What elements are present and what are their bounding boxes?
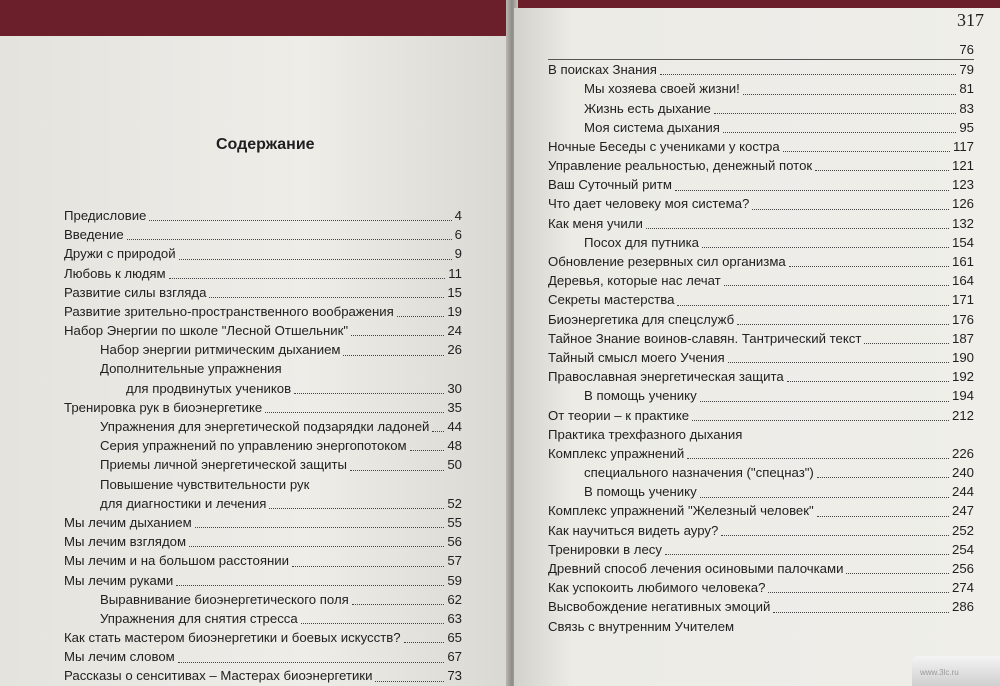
toc-entry [548,252,974,271]
watermark-sticker [912,656,1000,686]
toc-entry-title: Мы хозяева своей жизни! [584,81,740,97]
toc-entry-title: Тренировка рук в биоэнергетике [64,399,263,415]
toc-entry-page: 256 [951,561,974,577]
toc-entry-title: Мы лечим и на большом расстоянии [64,553,290,569]
toc-entry [548,559,974,578]
toc-entry-page: 286 [951,599,974,615]
toc-entry [64,340,462,359]
toc-entry-title: Набор Энергии по школе "Лесной Отшельник" [64,323,349,339]
toc-entry-title: Упражнения для снятия стресса [100,610,298,626]
toc-dot-leader [724,285,949,286]
toc-entry [548,578,974,597]
toc-entry [64,302,462,321]
toc-dot-leader [700,497,949,498]
toc-entry [64,244,462,263]
toc-entry [548,214,974,233]
toc-entry-page: 56 [447,534,462,550]
toc-entry-page: 76 [959,41,974,57]
toc-dot-leader [700,401,949,402]
toc-dot-leader [178,662,445,663]
toc-entry [548,40,974,59]
toc-entry [548,271,974,290]
toc-entry [64,571,462,590]
toc-entry-page: 192 [951,369,974,385]
left-page [0,36,510,686]
toc-entry-title: Мы лечим словом [64,649,175,665]
toc-entry-title: Обновление резервных сил организма [548,254,786,270]
toc-entry-page: 6 [454,227,462,243]
toc-dot-leader [269,508,444,509]
toc-entry-title: Секреты мастерства [548,292,675,308]
toc-entry [548,99,974,118]
toc-entry-title: Управление реальностью, денежный поток [548,158,813,174]
toc-dot-leader [675,190,949,191]
toc-dot-leader [728,362,949,363]
watermark-text: www.3lc.ru [920,668,959,677]
toc-entry-page: 176 [951,311,974,327]
toc-entry-title: Древний способ лечения осиновыми палочками [548,561,844,577]
toc-entry [64,628,462,647]
toc-entry-title: Рассказы о сенситивах – Мастерах биоэнергетики [64,668,373,684]
toc-entry-page: 161 [951,254,974,270]
toc-entry-title: Мы лечим дыханием [64,514,192,530]
toc-entry-page: 67 [447,649,462,665]
toc-entry-page: 83 [959,100,974,116]
toc-entry-title: Православная энергетическая защита [548,369,784,385]
toc-entry [64,455,462,474]
toc-dot-leader [817,477,949,478]
toc-entry-page: 30 [447,380,462,396]
toc-entry-page: 79 [959,62,974,78]
toc-entry-page: 274 [951,580,974,596]
toc-dot-leader [410,450,445,451]
toc-entry [64,532,462,551]
toc-entry-page: 35 [447,399,462,415]
toc-entry [64,206,462,225]
toc-entry-title: В поисках Знания [548,62,657,78]
toc-entry-title: Как научиться видеть ауру? [548,522,719,538]
toc-entry-title: Серия упражнений по управлению энергопотоком [100,438,407,454]
toc-entry-page: 52 [447,495,462,511]
toc-dot-leader [127,239,452,240]
toc-dot-leader [179,259,452,260]
toc-entry-title: В помощь ученику [584,484,697,500]
toc-entry-page: 24 [447,323,462,339]
toc-entry [64,417,462,436]
toc-entry [64,647,462,666]
toc-dot-leader [752,209,949,210]
toc-entry-title: Введение [64,227,124,243]
toc-entry-page: 123 [951,177,974,193]
toc-entry-title: Жизнь есть дыхание [584,100,711,116]
toc-list-left [64,206,462,686]
toc-entry [548,137,974,156]
toc-dot-leader [864,343,949,344]
toc-entry-page: 59 [447,572,462,588]
toc-entry-title: Дополнительные упражнения [100,361,282,377]
toc-entry [548,425,974,444]
toc-dot-leader [352,604,445,605]
toc-dot-leader [404,642,445,643]
toc-entry [64,360,462,379]
toc-dot-leader [677,305,949,306]
toc-entry [64,494,462,513]
toc-entry-title: Ночные Беседы с учениками у костра [548,138,780,154]
toc-entry-title: Как меня учили [548,215,643,231]
toc-entry-page: 117 [952,138,974,154]
toc-entry-title: специального назначения ("спецназ") [584,465,814,481]
toc-entry [64,436,462,455]
toc-entry-title: Приемы личной энергетической защиты [100,457,348,473]
toc-entry-page: 154 [951,234,974,250]
toc-dot-leader [721,535,949,536]
toc-entry-page: 212 [951,407,974,423]
toc-entry-title: Мы лечим взглядом [64,534,187,550]
toc-entry-page: 19 [447,303,462,319]
toc-entry-title: Комплекс упражнений [548,445,685,461]
toc-entry [64,264,462,283]
toc-entry-page: 95 [959,119,974,135]
toc-entry [548,118,974,137]
toc-entry-page: 194 [951,388,974,404]
toc-entry-title: Развитие силы взгляда [64,284,207,300]
toc-entry-page: 126 [951,196,974,212]
toc-entry [64,225,462,244]
toc-dot-leader [815,170,949,171]
toc-entry-page: 50 [447,457,462,473]
toc-entry [64,283,462,302]
toc-entry-title: Повышение чувствительности рук [100,476,310,492]
toc-entry-title: Деревья, которые нас лечат [548,273,721,289]
toc-entry-page: 57 [447,553,462,569]
toc-entry [548,290,974,309]
toc-entry [548,329,974,348]
toc-dot-leader [169,278,446,279]
toc-entry [548,386,974,405]
toc-dot-leader [375,681,444,682]
toc-dot-leader [432,431,444,432]
toc-entry-page: 9 [454,246,462,262]
toc-dot-leader [846,573,949,574]
toc-entry-title: Упражнения для энергетической подзарядки ладоней [100,419,430,435]
toc-entry-title: Высвобождение негативных эмоций [548,599,771,615]
toc-entry [548,521,974,540]
toc-dot-leader [209,297,444,298]
toc-dot-leader [351,335,444,336]
toc-entry-title: Связь с внутренним Учителем [548,618,735,634]
toc-entry-page: 240 [951,465,974,481]
toc-entry-title: От теории – к практике [548,407,690,423]
toc-entry-page: 121 [951,158,974,174]
toc-entry-page: 48 [447,438,462,454]
toc-dot-leader [702,247,949,248]
toc-entry-page: 44 [447,419,462,435]
toc-dot-leader [789,266,949,267]
toc-dot-leader [397,316,445,317]
toc-dot-leader [665,554,949,555]
toc-entry-title: Что дает человеку моя система? [548,196,750,212]
toc-entry [548,156,974,175]
toc-entry-title: Посох для путника [584,234,700,250]
toc-dot-leader [687,458,949,459]
toc-dot-leader [737,324,949,325]
toc-entry [64,379,462,398]
toc-entry [548,463,974,482]
right-page [514,8,1000,686]
toc-entry-page: 65 [447,630,462,646]
toc-entry [548,59,974,79]
toc-entry-title: Дружи с природой [64,246,176,262]
toc-entry [64,321,462,340]
toc-entry-page: 252 [951,522,974,538]
toc-entry-page: 247 [951,503,974,519]
toc-dot-leader [265,412,444,413]
toc-entry [548,406,974,425]
toc-entry-title: В помощь ученику [584,388,697,404]
toc-entry-title: для диагностики и лечения [100,495,267,511]
toc-dot-leader [660,74,956,75]
toc-entry-page: 171 [951,292,974,308]
toc-entry [548,348,974,367]
toc-entry-page: 81 [959,81,974,97]
toc-entry-title: Любовь к людям [64,265,166,281]
toc-dot-leader [723,132,956,133]
toc-list-right [548,40,974,636]
toc-entry [548,597,974,616]
toc-dot-leader [817,516,949,517]
page-number: 317 [957,10,984,30]
toc-entry-page: 11 [448,265,462,281]
toc-entry-title: Тайный смысл моего Учения [548,349,725,365]
toc-dot-leader [787,381,949,382]
toc-entry-page: 73 [447,668,462,684]
toc-entry [548,540,974,559]
toc-entry-title: Как успокоить любимого человека? [548,580,766,596]
toc-entry-page: 4 [454,207,462,223]
toc-entry [64,609,462,628]
toc-entry-page: 15 [447,284,462,300]
toc-entry-title: Мы лечим руками [64,572,174,588]
toc-entry-title: Выравнивание биоэнергетического поля [100,591,349,607]
toc-entry [64,590,462,609]
toc-dot-leader [294,393,444,394]
toc-entry-title: Тренировки в лесу [548,541,662,557]
toc-entry-page: 164 [951,273,974,289]
toc-entry-page: 26 [447,342,462,358]
toc-entry-title: Предисловие [64,207,147,223]
toc-dot-leader [646,228,949,229]
toc-dot-leader [195,527,445,528]
toc-entry [64,667,462,686]
toc-heading: Содержание [216,136,315,153]
toc-dot-leader [350,470,444,471]
toc-entry-title: Практика трехфазного дыхания [548,426,743,442]
toc-dot-leader [149,220,451,221]
toc-entry-page: 187 [951,330,974,346]
toc-entry-page: 244 [951,484,974,500]
toc-entry-title: Как стать мастером биоэнергетики и боевых искусств? [64,630,401,646]
toc-entry [548,79,974,98]
toc-entry [64,551,462,570]
toc-entry-page: 55 [447,514,462,530]
toc-dot-leader [301,623,445,624]
toc-entry-page: 62 [447,591,462,607]
toc-entry [548,175,974,194]
toc-entry-page: 254 [951,541,974,557]
toc-entry [548,482,974,501]
toc-dot-leader [783,151,950,152]
toc-entry-page: 63 [447,610,462,626]
toc-entry-title: Моя система дыхания [584,119,720,135]
toc-entry [64,398,462,417]
toc-entry [548,310,974,329]
toc-entry [548,195,974,214]
toc-dot-leader [773,612,949,613]
toc-entry-title: Набор энергии ритмическим дыханием [100,342,341,358]
toc-dot-leader [343,355,444,356]
toc-entry [548,444,974,463]
toc-dot-leader [176,585,444,586]
toc-dot-leader [692,420,949,421]
toc-entry-title: Развитие зрительно-пространственного воображения [64,303,394,319]
toc-dot-leader [714,113,956,114]
toc-entry-title: Биоэнергетика для спецслужб [548,311,735,327]
toc-entry [64,475,462,494]
toc-entry [548,233,974,252]
toc-entry [64,513,462,532]
toc-entry-page: 132 [951,215,974,231]
toc-entry [548,367,974,386]
toc-dot-leader [189,546,444,547]
toc-entry-title: для продвинутых учеников [126,380,292,396]
toc-dot-leader [768,592,949,593]
toc-entry-title: Комплекс упражнений "Железный человек" [548,503,814,519]
toc-entry-page: 190 [951,349,974,365]
toc-entry [548,617,974,636]
toc-dot-leader [292,566,444,567]
toc-entry [548,502,974,521]
toc-dot-leader [743,94,956,95]
toc-entry-title: Тайное Знание воинов-славян. Тантрический текст [548,330,862,346]
toc-entry-title: Ваш Суточный ритм [548,177,672,193]
toc-entry-page: 226 [951,445,974,461]
